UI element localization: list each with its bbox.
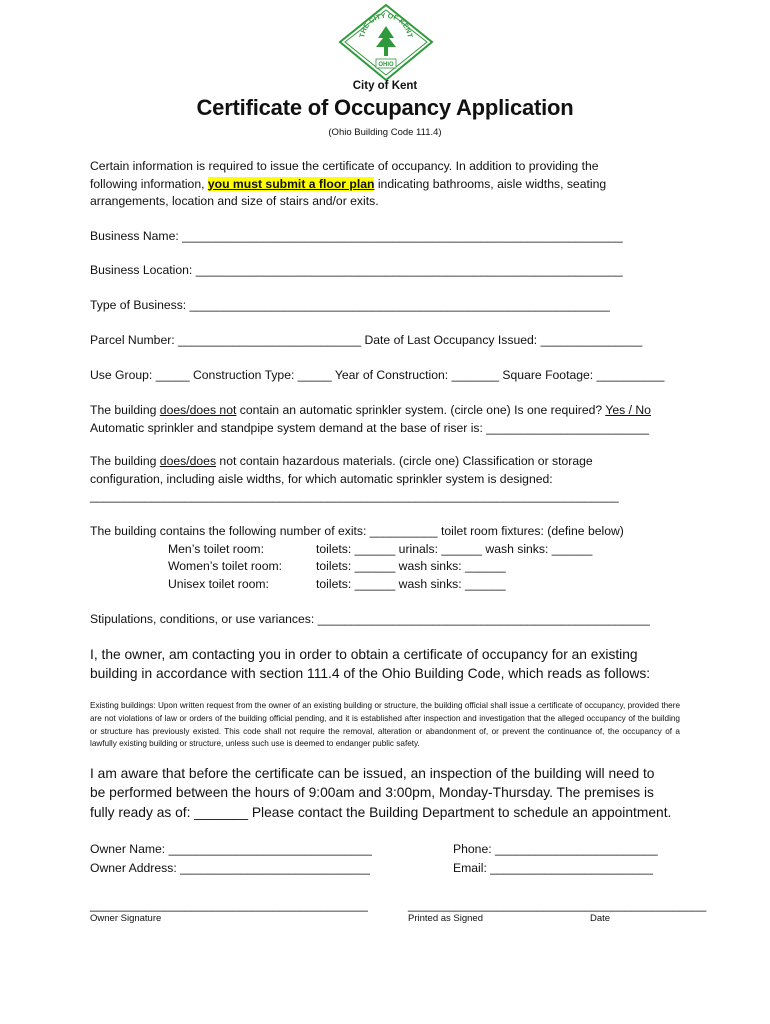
classification-field[interactable]: ______________________________________________________________________________ <box>90 489 619 503</box>
business-name-field[interactable]: Business Name: _________________________________________________________________ <box>90 229 623 243</box>
inspection-line: be performed between the hours of 9:00am and 3:00pm, Monday-Thursday. The premises is <box>90 785 654 801</box>
printed-name-date-line[interactable]: ____________________________________________ <box>408 898 707 912</box>
floor-plan-highlight: you must submit a floor plan <box>207 176 375 191</box>
sprinkler-line <box>90 402 690 420</box>
sprinkler-text: The building <box>90 403 160 417</box>
hazardous-text: The building <box>90 454 160 468</box>
toilet-room-fixtures[interactable]: toilets: ______ wash sinks: ______ <box>316 559 506 573</box>
owner-address-field[interactable]: Owner Address: ____________________________ <box>90 861 370 875</box>
hazardous-line <box>90 453 690 471</box>
intro-paragraph <box>90 158 690 211</box>
intro-line: arrangements, location and size of stairs and/or exits. <box>90 194 379 208</box>
stipulations-field[interactable]: Stipulations, conditions, or use variances: _________________________________________________ <box>90 612 650 626</box>
tree-icon <box>376 26 396 56</box>
intro-text: indicating bathrooms, aisle widths, seating <box>374 176 607 191</box>
intro-line: Certain information is required to issue the certificate of occupancy. In addition to providing the <box>90 159 599 173</box>
hazardous-text: not contain hazardous materials. (circle one) Classification or storage <box>216 454 593 468</box>
city-name: City of Kent <box>352 80 418 92</box>
toilet-room-label: Men’s toilet room: <box>168 542 264 556</box>
hazardous-section <box>90 453 690 506</box>
form-title: Certificate of Occupancy Application <box>196 95 574 120</box>
hazardous-line: configuration, including aisle widths, for which automatic sprinkler system is designed: <box>90 471 553 486</box>
intro-line <box>90 176 690 194</box>
owner-statement-line: building in accordance with section 111.4 of the Ohio Building Code, which reads as follows: <box>90 666 651 682</box>
inspection-line: I am aware that before the certificate can be issued, an inspection of the building will need to <box>90 766 655 781</box>
business-location-field[interactable]: Business Location: _______________________________________________________________ <box>90 263 623 277</box>
form-subtitle: (Ohio Building Code 111.4) <box>328 127 442 138</box>
business-type-field[interactable]: Type of Business: ______________________________________________________________ <box>90 298 610 312</box>
toilet-room-fixtures[interactable]: toilets: ______ wash sinks: ______ <box>316 577 506 591</box>
sprinkler-yes-no[interactable]: Yes / No <box>605 403 651 417</box>
sprinkler-choice[interactable]: does/does not <box>159 403 237 417</box>
owner-signature-line[interactable]: _________________________________________ <box>90 898 368 912</box>
toilet-room-fixtures[interactable]: toilets: ______ urinals: ______ wash sinks: ______ <box>316 542 593 556</box>
intro-text: following information, <box>90 176 208 191</box>
date-label: Date <box>590 913 611 924</box>
owner-signature-label: Owner Signature <box>90 913 162 924</box>
owner-statement-line: I, the owner, am contacting you in order to obtain a certificate of occupancy for an existing <box>90 647 638 662</box>
email-field[interactable]: Email: ________________________ <box>453 861 653 875</box>
building-code-text: Existing buildings: Upon written request from the owner of an existing building or structure, the building official shall issue a certificate of occupancy, provided there are not violations of law or orders of the building official pending, and it is established after inspection and investigation that the alleged occupancy of the building or structure has previously existed. This code shall not require the removal, alteration or abandonment of, or prevent the continuance of, the occupancy of a lawfully existing building or structure, unless such use is deemed to endanger public safety. <box>90 701 680 749</box>
riser-demand-field[interactable]: Automatic sprinkler and standpipe system demand at the base of riser is: ________________________ <box>90 420 649 435</box>
printed-as-signed-label: Printed as Signed <box>408 913 483 924</box>
use-group-row[interactable]: Use Group: _____ Construction Type: _____ Year of Construction: _______ Square Footage: __________ <box>90 368 665 382</box>
sprinkler-section <box>90 402 690 437</box>
parcel-number-row[interactable]: Parcel Number: ___________________________ Date of Last Occupancy Issued: _______________ <box>90 333 643 347</box>
toilet-room-label: Unisex toilet room: <box>168 577 269 591</box>
exits-field[interactable]: The building contains the following number of exits: __________ toilet room fixtures: (define below) <box>90 524 624 538</box>
city-of-kent-logo <box>338 4 434 82</box>
inspection-line: fully ready as of: _______ Please contact the Building Department to schedule an appointment. <box>90 804 672 820</box>
sprinkler-text: contain an automatic sprinkler system. (circle one) Is one required? <box>236 403 606 417</box>
logo-bottom-text: OHIO <box>378 62 394 68</box>
owner-statement <box>90 645 690 684</box>
hazardous-choice[interactable]: does/does <box>159 454 217 468</box>
inspection-paragraph <box>90 764 690 822</box>
owner-name-field[interactable]: Owner Name: ______________________________ <box>90 842 372 856</box>
toilet-room-label: Women’s toilet room: <box>168 559 283 573</box>
logo-top-text: THE CITY OF KENT <box>359 12 413 39</box>
phone-field[interactable]: Phone: ________________________ <box>453 842 658 856</box>
